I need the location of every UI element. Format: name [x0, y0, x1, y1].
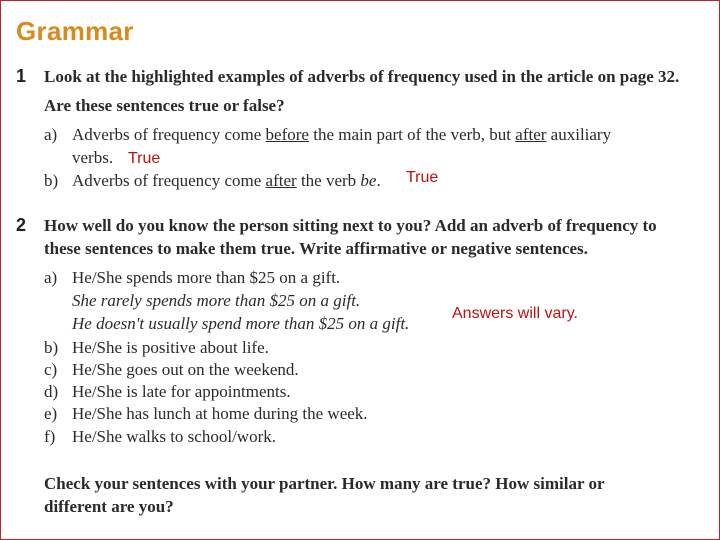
- exercise-2-number: 2: [16, 215, 27, 235]
- exercise-1-instruction: Look at the highlighted examples of adverbs of frequency used in the article on page 32.: [44, 67, 680, 86]
- underlined-word: after: [265, 171, 297, 190]
- item-letter: e): [44, 404, 58, 423]
- check-instruction-line-1: Check your sentences with your partner. How many are true? How similar or: [44, 474, 605, 493]
- exercise-2-item-b: b) He/She is positive about life.: [44, 338, 269, 357]
- exercise-1-number: 1: [16, 66, 27, 86]
- item-letter: b): [44, 338, 59, 357]
- answer-a: True: [128, 150, 161, 167]
- exercise-1-item-a-continued: verbs.: [72, 148, 114, 167]
- exercise-1-question: Are these sentences true or false?: [44, 96, 285, 115]
- item-letter: f): [44, 427, 56, 446]
- item-letter: b): [44, 171, 59, 190]
- exercise-2-item-f: f) He/She walks to school/work.: [44, 427, 276, 446]
- item-letter: a): [44, 268, 58, 287]
- item-letter: a): [44, 125, 58, 144]
- italic-word: be: [360, 171, 377, 190]
- example-sentence-1: She rarely spends more than $25 on a gift.: [72, 291, 361, 310]
- exercise-1-item-b: b) Adverbs of frequency come after the verb be.: [44, 171, 381, 190]
- example-sentence-2: He doesn't usually spend more than $25 on a gift.: [72, 314, 410, 333]
- answer-b: True: [406, 169, 439, 186]
- exercise-2-item-e: e) He/She has lunch at home during the week.: [44, 404, 368, 423]
- exercise-2-item-c: c) He/She goes out on the weekend.: [44, 360, 299, 379]
- exercise-1-item-a: a) Adverbs of frequency come before the main part of the verb, but after auxiliary: [44, 125, 612, 144]
- check-instruction-line-2: different are you?: [44, 497, 174, 516]
- item-letter: d): [44, 382, 59, 401]
- exercise-2-instruction-line-2: these sentences to make them true. Write affirmative or negative sentences.: [44, 239, 588, 258]
- underlined-word: after: [515, 125, 547, 144]
- item-letter: c): [44, 360, 58, 379]
- exercise-2-item-d: d) He/She is late for appointments.: [44, 382, 291, 401]
- answer-exercise-2: Answers will vary.: [452, 305, 578, 322]
- section-title: Grammar: [16, 16, 134, 46]
- underlined-word: before: [265, 125, 309, 144]
- exercise-2-item-a: a) He/She spends more than $25 on a gift.: [44, 268, 341, 287]
- exercise-2-instruction-line-1: How well do you know the person sitting next to you? Add an adverb of frequency to: [44, 216, 657, 235]
